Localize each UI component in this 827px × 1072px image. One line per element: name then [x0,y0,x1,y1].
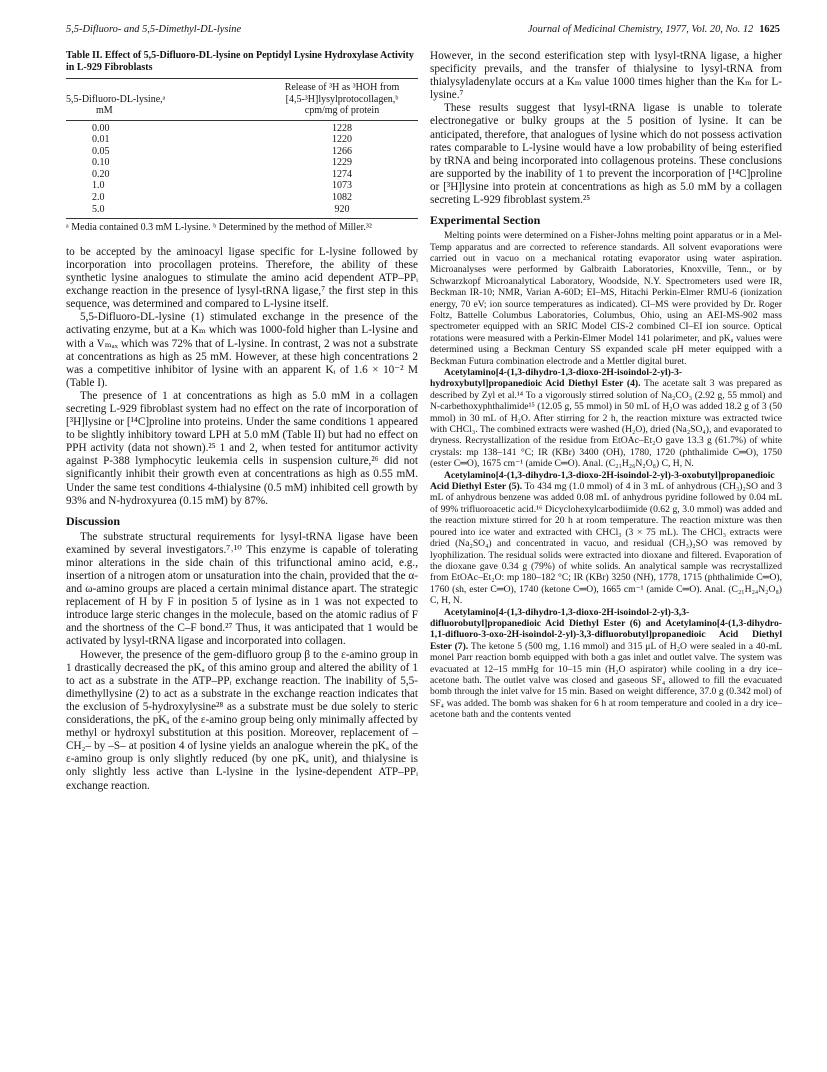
conc-cell: 5.0 [66,204,266,219]
cpm-cell: 1229 [332,157,352,169]
compound-6-7-title: Acetylamino[4-(1,3-dihydro-1,3-dioxo-2H-isoindol-2-yl)-3,3-difluorobutyl]propanedioic Acid Diethyl Ester (6) and Acetylamino[4-(1,3-dihydro-1,1-difluoro-3-oxo-2H-isoindol-2-yl)-3,3-difluorobutyl]propanedioic Acid Diethyl Ester (7). [430,606,782,652]
cpm-cell: 1082 [332,192,352,204]
cpm-cell: 920 [266,204,418,219]
table-row [66,204,418,219]
table-ii-grid [66,78,418,219]
body-paragraph: to be accepted by the aminoacyl ligase specific for L-lysine followed by incorporation into procollagen proteins. Therefore, the ability of these synthetic lysine analogues to stimulate the amino acid dependent ATP–PPᵢ exchange reaction in the presence of lysyl-tRNA ligase,⁷ the first step in this sequence, was determined and compared to L-lysine itself. [66,245,418,311]
compound-5-text: To 434 mg (1.0 mmol) of 4 in 3 mL of anhydrous (CH₃)₂SO and 3 mL of anhydrous benzene was added 0.08 mL of anhydrous pyridine followed by 0.04 mL of 99% trifluoroacetic acid.¹⁶ Dicyclohexylcarbodiimide (0.62 g, 3.0 mmol) was added and the reaction mixture stirred for 20 h at room temperature. The reaction mixture was then poured into ice water and extracted with CHCl₃ (3 × 75 mL). The CHCl₃ extracts were dried (Na₂SO₄) and concentrated in vacuo, and residual (CH₃)₂SO was removed by lyophilization. The residual solids were extracted into dioxane and filtered. Evaporation of the dioxane gave 0.34 g (79%) of white solids. An analytical sample was recrystallized from EtOAc–Et₂O: mp 180–182 °C; IR (KBr) 3250 (NH), 1778, 1715 (phthalimide C═O), 1760 (sh, ester C═O), 1740 (ketone C═O), 1665 cm⁻¹ (amide C═O). Anal. (C₂₁H₂₄N₂O₈) C, H, N. [430,481,782,607]
conc-cell: 2.0 [92,192,105,204]
col1-header-blank [66,79,266,94]
compound-5-paragraph [430,470,782,607]
conc-cell: 1.0 [92,180,105,192]
right-column [430,50,782,721]
col2-header-line3: cpm/mg of protein [266,105,418,120]
col1-header-line2: mM [66,105,266,120]
table-ii [66,50,418,234]
compound-4-paragraph [430,367,782,470]
body-paragraph: 5,5-Difluoro-DL-lysine (1) stimulated exchange in the presence of the activating enzyme, but at a Kₘ which was 1000-fold higher than L-lysine and with a Vₘₐₓ which was 72% that of L-lysine. In contrast, 2 was not a substrate at concentrations as high as 25 mM. However, at these high concentrations 2 was a competitive inhibitor of lysine with an apparent Kᵢ of 1.6 × 10⁻² M (Table I). [66,311,418,389]
conc-cell: 0.01 [92,134,110,146]
body-paragraph: The substrate structural requirements for lysyl-tRNA ligase have been examined by several investigators.⁷˒¹⁰ This enzyme is capable of tolerating minor alterations in the side chain of this trifunctional amino acid, e.g., insertion of a nitrogen atom or unsaturation into the chain, provided that the α- and ω-amino groups are placed a certain minimal distance apart. The strategic replacement of H by F in position 5 of lysine as in 1 was not expected to introduce large steric changes in the molecule, based on the atomic radius of F and the shortness of the C–F bond.²⁷ Thus, it was anticipated that 1 would be activated by lysyl-tRNA ligase and incorporated into collagen. [66,530,418,648]
page-number: 1625 [759,24,780,35]
cpm-cell: 1228 [332,122,352,134]
conc-cell: 0.10 [92,157,110,169]
cpm-cell: 1266 [332,145,352,157]
cpm-cell: 1220 [332,134,352,146]
table-row [66,134,418,146]
discussion-heading: Discussion [66,513,121,528]
journal-name: Journal of Medicinal Chemistry, 1977, Vol. 20, No. 12 [527,24,754,35]
table-row [66,169,418,181]
table-caption: Table II. Effect of 5,5-Difluoro-DL-lysine on Peptidyl Lysine Hydroxylase Activity in L-929 Fibroblasts [66,50,414,73]
experimental-heading: Experimental Section [430,213,541,228]
table-footnote: ᵃ Media contained 0.3 mM L-lysine. ᵇ Determined by the method of Miller.³² [66,222,372,234]
running-title: 5,5-Difluoro- and 5,5-Dimethyl-DL-lysine [66,24,242,35]
left-column [66,50,418,793]
cpm-cell: 1073 [332,180,352,192]
table-row [66,146,418,158]
table-row [66,192,418,204]
experimental-paragraph: Melting points were determined on a Fisher-Johns melting point apparatus or in a Mel-Temp apparatus and are corrected to reference standards. All solvent evaporations were carried out in vacuo on a mechanical rotating evaporator using water aspiration. Microanalyses were performed by Galbraith Laboratories, Knoxville, Tenn., or by Schwarzkopf Microanalytical Laboratory, Woodside, N.Y. Spectrometers used were IR, Beckman IR-10; NMR, Varian A-60D; EI–MS, Hitachi Perkin-Elmer RMU-6 (ionization energy, 70 eV; ion source temperatures as indicated). CI–MS were provided by Dr. Roger Foltz, Battelle Columbus Laboratories, Columbus, Ohio, using an AEI-MS-902 mass spectrometer equipped with an SRIC Model CIS-2 combined CI–EI ion source. Optical rotations were measured with a Perkin-Elmer Model 141 polarimeter, and pKₐ values were determined using a Beckman Century SS expanded scale pH meter equipped with a Beckman Futura combination electrode and a Mettler digital buret. [430,230,782,367]
table-row [66,157,418,169]
body-paragraph: The presence of 1 at concentrations as high as 5.0 mM in a collagen secreting L-929 fibroblast system had no effect on the rate of incorporation of [³H]lysine or [¹⁴C]proline into proteins. Under the same conditions 1 appeared to be slightly inhibitory toward LPH at 5.0 mM (Table II) but had no effect on PPH activity (data not shown).²⁵ 1 and 2, when tested for antitumor activity against P-388 lymphocytic leukemia cells in suspension culture,²⁶ did not significantly inhibit their growth even at concentrations as high as 0.55 mM. Under the same test conditions 4-thialysine (0.5 mM) inhibited cell growth by 93% and N-hydroxyurea (0.15 mM) by 87%. [66,389,418,507]
body-paragraph: However, in the second esterification step with lysyl-tRNA ligase, a higher specificity prevails, and the transfer of thialysine to lysyl-tRNA from thialysyladenylate occurs at a Kₘ value 1000 times higher than the Kₘ for L-lysine.⁷ [430,50,782,102]
compound-5-title: Acetylamino[4-(1,3-dihydro-1,3-dioxo-2H-isoindol-2-yl)-3-oxobutyl]propanedioic Acid Diethyl Ester (5). [430,469,775,493]
compound-4-text: The acetate salt 3 was prepared as described by Zyl et al.¹⁴ To a vigorously stirred solution of Na₂CO₃ (2.92 g, 55 mmol) and N-carbethoxyphthalimide¹⁵ (12.05 g, 55 mmol) in 50 mL of H₂O was added 18.2 g of 3 (50 mmol) in 30 mL of H₂O. After stirring for 2 h, the reaction mixture was extracted twice with CHCl₃. The combined extracts were washed (H₂O), dried (Na₂SO₄), and evaporated to dryness. Recrystallization of the residue from EtOAc–Et₂O gave 13.3 g (61.7%) of white crystals: mp 138–141 °C; IR (KBr) 3400 (OH), 1780, 1720 (phthalimide C═O), 1750 (ester C═O), 1675 cm⁻¹ (amide C═O). Anal. (C₂₁H₂₆N₂O₈) C, H, N. [430,378,783,470]
table-row [66,120,418,134]
running-header [66,24,780,40]
table-row [66,180,418,192]
compound-6-7-text: The ketone 5 (500 mg, 1.16 mmol) and 315 μL of H₂O were sealed in a 40-mL monel Parr reaction bomb equipped with both a gas inlet and outlet valve. The system was evacuated at 12–15 mmHg for 10–15 min (H₂O aspirator) while cooling in a dry ice–acetone bath. The outlet valve was closed and gaseous SF₄ allowed to fill the evacuated bomb through the inlet valve for 15 min. Based on weight difference, 37.0 g (0.342 mol) of SF₄ was added. The bomb was shaken for 6 h at room temperature and cooled in a dry ice–acetone bath and the contents vented [430,640,782,721]
body-paragraph: However, the presence of the gem-difluoro group β to the ε-amino group in 1 drastically decreased the pKₐ of this amino group and altered the ability of 1 to act as a substrate in the ATP–PPᵢ exchange reaction. The inability of 5,5-dimethyllysine (2) to act as a substrate in the exchange reaction indicates that the exclusion of 5-hydroxylysine²⁸ as a substrate must be due solely to steric considerations, the pKₐ of the ε-amino group being only minimally affected by methyl or hydroxyl substitution at this position. Moreover, replacement of –CH₂– by –S– at position 4 of lysine yields an analogue wherein the pKₐ of the ε-amino group is only slightly reduced (by one pKₐ unit), and thialysine is only slightly less active than L-lysine in the lysine-dependent ATP–PPᵢ exchange reaction. [66,648,418,792]
conc-cell: 0.20 [92,168,110,180]
col2-header-line2: [4,5-³H]lysylprotocollagen,ᵇ [285,93,399,105]
journal-citation [528,24,780,35]
conc-cell: 0.05 [92,145,110,157]
col1-header-line1: 5,5-Difluoro-DL-lysine,ᵃ [66,93,166,105]
compound-4-title: Acetylamino[4-(1,3-dihydro-1,3-dioxo-2H-isoindol-2-yl)-3-hydroxybutyl]propanedioic Acid Diethyl Ester (4). [430,367,683,390]
col2-header-line1: Release of ³H as ³HOH from [266,79,418,94]
compound-6-7-paragraph [430,607,782,721]
conc-cell: 0.00 [92,122,110,134]
body-paragraph: These results suggest that lysyl-tRNA ligase is unable to tolerate electronegative or bulky groups at the 5 position of lysine. It can be anticipated, therefore, that analogues of lysine which do not possess activation rates comparable to L-lysine would have a low probability of being esterified by tRNA and being incorporated into collagenous proteins. These conclusions are supported by the inability of 1 to prevent the incorporation of [¹⁴C]proline or [³H]lysine into protein at concentrations as high as 5.0 mM by a collagen secreting L-929 fibroblast system.²⁵ [430,102,782,207]
cpm-cell: 1274 [332,168,352,180]
